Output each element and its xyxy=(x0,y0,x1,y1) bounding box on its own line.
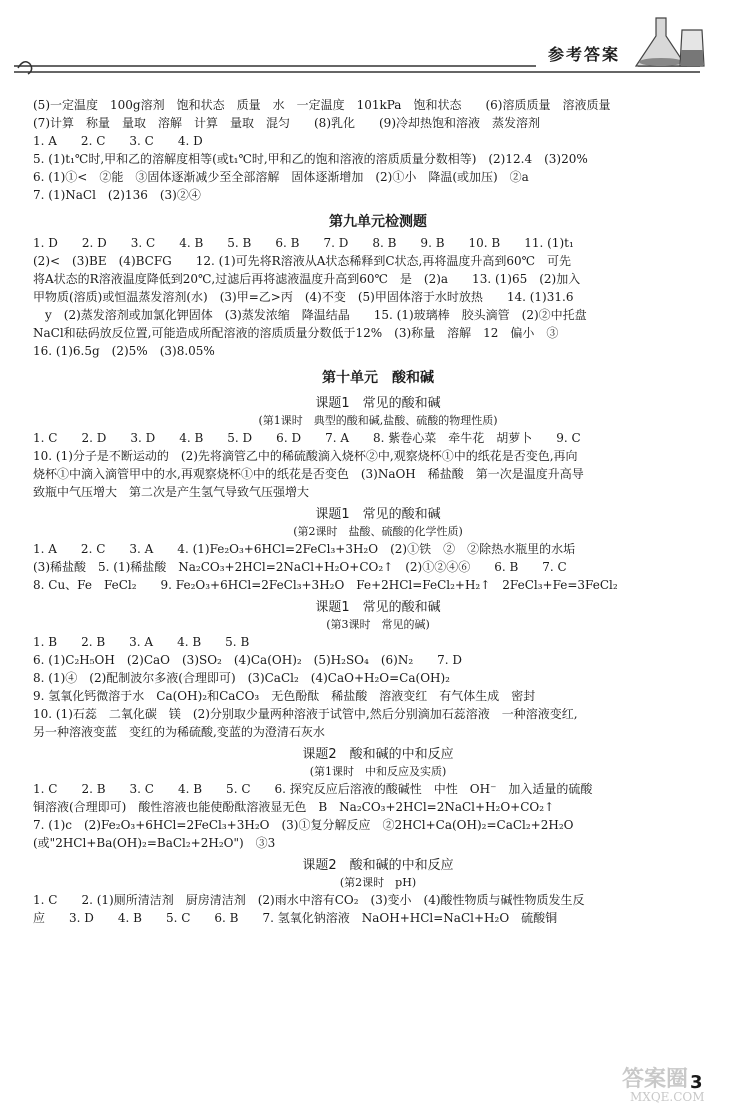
lesson-title: 课题1 常见的酸和碱 xyxy=(315,600,441,615)
answer-line: 1. A 2. C 3. C 4. D xyxy=(33,134,203,148)
answer-line: 10. (1)分子是不断运动的 (2)先将滴管乙中的稀硫酸滴入烧杯②中,观察烧杯①中的纸花是否变色,再向 xyxy=(33,449,578,463)
answer-line: 9. 氢氧化钙微溶于水 Ca(OH)₂和CaCO₃ 无色酚酞 稀盐酸 溶液变红 有气体生成 密封 xyxy=(33,689,536,703)
answer-line: (2)< (3)BE (4)BCFG 12. (1)可先将R溶液从A状态稀释到C状态,再将温度升高到60℃ 可先 xyxy=(33,254,572,268)
header-title: 参考答案 xyxy=(548,45,621,64)
lesson-subtitle: (第2课时 盐酸、硫酸的化学性质) xyxy=(293,525,463,538)
answer-line: 8. (1)④ (2)配制波尔多液(合理即可) (3)CaCl₂ (4)CaO+H₂O=Ca(OH)₂ xyxy=(33,671,450,685)
answer-line: (5)一定温度 100g溶剂 饱和状态 质量 水 一定温度 101kPa 饱和状态 (6)溶质质量 溶液质量 xyxy=(33,98,611,112)
answer-line: (7)计算 称量 量取 溶解 计算 量取 混匀 (8)乳化 (9)冷却热饱和溶液 蒸发溶剂 xyxy=(33,116,540,130)
lesson-title: 课题1 常见的酸和碱 xyxy=(315,507,441,522)
answer-line: 1. B 2. B 3. A 4. B 5. B xyxy=(33,635,250,649)
answer-line: 1. D 2. D 3. C 4. B 5. B 6. B 7. D 8. B 9. B 10. B 11. (1)t₁ xyxy=(33,236,574,250)
lesson-title: 课题2 酸和碱的中和反应 xyxy=(302,858,454,873)
answer-line: (3)稀盐酸 5. (1)稀盐酸 Na₂CO₃+2HCl=2NaCl+H₂O+CO₂↑ (2)①②④⑥ 6. B 7. C xyxy=(33,560,567,574)
watermark xyxy=(616,1062,740,1104)
header-decoration xyxy=(0,0,750,90)
beaker-icon xyxy=(680,30,704,66)
lesson-title: 课题2 酸和碱的中和反应 xyxy=(302,747,454,762)
answer-line: 6. (1)①< ②能 ③固体逐渐减少至全部溶解 固体逐渐增加 (2)①小 降温(或加压) ②a xyxy=(33,170,529,184)
answer-line: 致瓶中气压增大 第二次是产生氢气导致气压强增大 xyxy=(33,485,310,499)
svg-text:答案圈: 答案圈 xyxy=(622,1066,689,1092)
answer-line: 6. (1)C₂H₅OH (2)CaO (3)SO₂ (4)Ca(OH)₂ (5)H₂SO₄ (6)N₂ 7. D xyxy=(33,653,463,667)
answer-line: 10. (1)石蕊 二氧化碳 镁 (2)分别取少量两种溶液于试管中,然后分别滴加石蕊溶液 一种溶液变红, xyxy=(33,707,578,721)
answer-line: 甲物质(溶质)或恒温蒸发溶剂(水) (3)甲=乙>丙 (4)不变 (5)甲固体溶于水时放热 14. (1)31.6 xyxy=(33,290,574,304)
page-header xyxy=(0,0,750,90)
answer-line: 另一种溶液变蓝 变红的为稀硫酸,变蓝的为澄清石灰水 xyxy=(33,725,325,739)
answer-content xyxy=(33,96,723,927)
answer-line: 1. C 2. D 3. D 4. B 5. D 6. D 7. A 8. 紫卷心菜 牵牛花 胡萝卜 9. C xyxy=(33,431,581,445)
answer-line: 1. A 2. C 3. A 4. (1)Fe₂O₃+6HCl=2FeCl₃+3H₂O (2)①铁 ② ②除热水瓶里的水垢 xyxy=(33,542,576,556)
unit-title: 第九单元检测题 xyxy=(329,214,427,230)
svg-text:MXQE.COM: MXQE.COM xyxy=(630,1090,705,1104)
lesson-subtitle: (第3课时 常见的碱) xyxy=(326,618,430,631)
lesson-subtitle: (第1课时 典型的酸和碱,盐酸、硫酸的物理性质) xyxy=(258,414,498,427)
answer-line: (或"2HCl+Ba(OH)₂=BaCl₂+2H₂O") ③3 xyxy=(33,836,276,850)
answer-line: 应 3. D 4. B 5. C 6. B 7. 氢氧化钠溶液 NaOH+HCl=NaCl+H₂O 硫酸铜 xyxy=(33,911,558,925)
flask-icon xyxy=(636,18,686,66)
page-number: 3 xyxy=(690,1072,703,1093)
unit-title: 第十单元 酸和碱 xyxy=(322,370,434,386)
answer-line: 8. Cu、Fe FeCl₂ 9. Fe₂O₃+6HCl=2FeCl₃+3H₂O Fe+2HCl=FeCl₂+H₂↑ 2FeCl₃+Fe=3FeCl₂ xyxy=(33,578,618,592)
answer-line: 烧杯①中滴入滴管甲中的水,再观察烧杯①中的纸花是否变色 (3)NaOH 稀盐酸 第一次是温度升高导 xyxy=(33,467,584,481)
answer-line: 1. C 2. B 3. C 4. B 5. C 6. 探究反应后溶液的酸碱性 中性 OH⁻ 加入适量的硫酸 xyxy=(33,782,593,796)
answer-line: 将A状态的R溶液温度降低到20℃,过滤后再将滤液温度升高到60℃ 是 (2)a 13. (1)65 (2)加入 xyxy=(33,272,581,286)
lesson-subtitle: (第2课时 pH) xyxy=(339,876,417,889)
answer-line: 铜溶液(合理即可) 酸性溶液也能使酚酞溶液显无色 B Na₂CO₃+2HCl=2NaCl+H₂O+CO₂↑ xyxy=(33,800,555,814)
answer-line: 7. (1)NaCl (2)136 (3)②④ xyxy=(33,188,201,202)
lesson-subtitle: (第1课时 中和反应及实质) xyxy=(309,765,447,778)
lesson-title: 课题1 常见的酸和碱 xyxy=(315,396,441,411)
answer-line: 5. (1)t₁℃时,甲和乙的溶解度相等(或t₁℃时,甲和乙的饱和溶液的溶质质量分数相等) (2)12.4 (3)20% xyxy=(33,152,588,166)
answer-line: NaCl和砝码放反位置,可能造成所配溶液的溶质质量分数低于12% (3)称量 溶解 12 偏小 ③ xyxy=(33,326,559,340)
answer-line: 16. (1)6.5g (2)5% (3)8.05% xyxy=(33,344,215,358)
answer-line: y (2)蒸发溶剂或加氯化钾固体 (3)蒸发浓缩 降温结晶 15. (1)玻璃棒 胶头滴管 (2)②中托盘 xyxy=(33,308,587,322)
answer-line: 1. C 2. (1)厕所清洁剂 厨房清洁剂 (2)雨水中溶有CO₂ (3)变小 (4)酸性物质与碱性物质发生反 xyxy=(33,893,585,907)
answer-line: 7. (1)c (2)Fe₂O₃+6HCl=2FeCl₃+3H₂O (3)①复分解反应 ②2HCl+Ca(OH)₂=CaCl₂+2H₂O xyxy=(33,818,574,832)
